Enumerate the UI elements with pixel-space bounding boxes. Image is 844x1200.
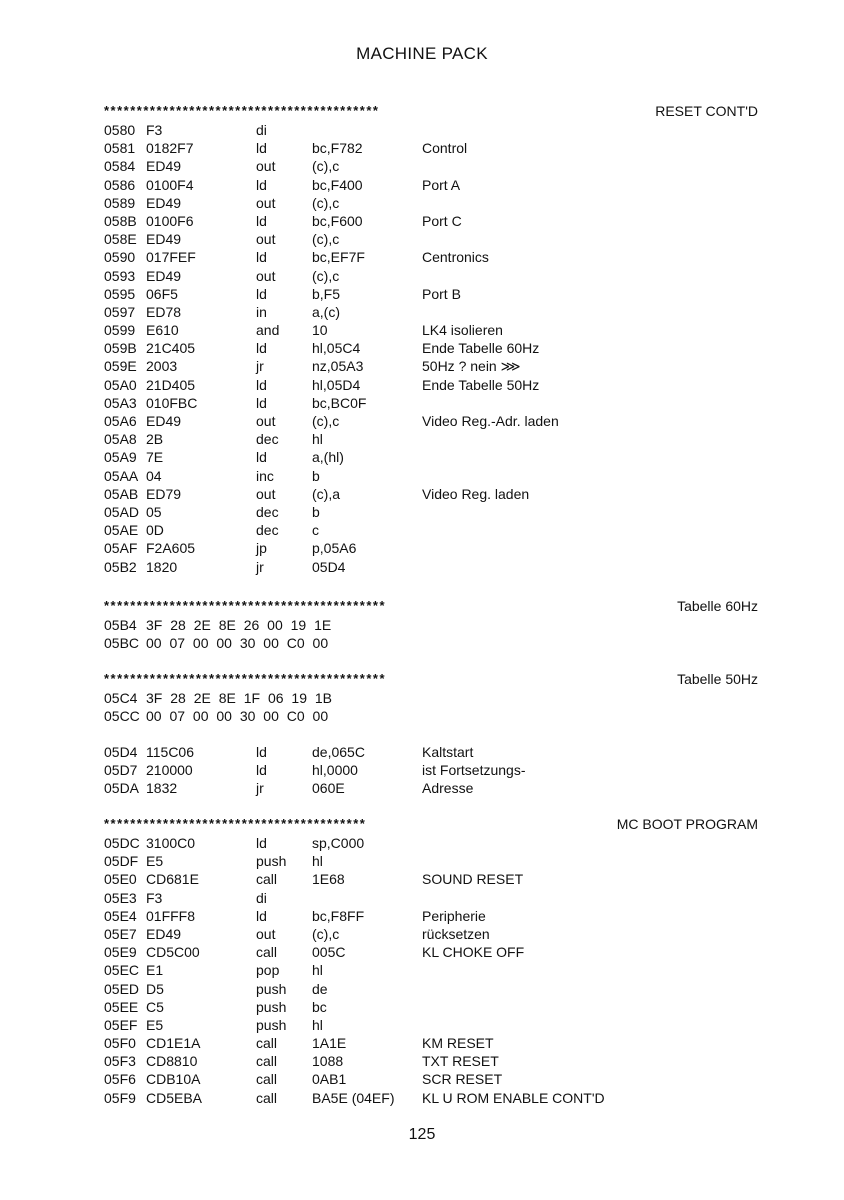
mnemonic: push xyxy=(256,853,287,870)
mnemonic: jr xyxy=(256,358,264,375)
mnemonic: out xyxy=(256,485,276,502)
operand: 05D4 xyxy=(312,558,346,575)
operand: 0AB1 xyxy=(312,1071,347,1088)
opcode-bytes: 010FBC xyxy=(146,394,198,411)
comment: Video Reg. laden xyxy=(422,485,530,502)
operand: de,065C xyxy=(312,744,365,760)
opcode-bytes: 01FFF8 xyxy=(146,907,196,924)
byte-values: 3F 28 2E 8E 1F 06 19 1B xyxy=(146,690,332,706)
operand: hl xyxy=(312,962,323,979)
opcode-bytes: 1820 xyxy=(146,558,178,575)
listing-row xyxy=(104,430,764,448)
listing-row xyxy=(104,357,764,375)
listing-row xyxy=(104,376,764,394)
address: 058B xyxy=(104,212,137,229)
opcode-bytes: ED49 xyxy=(146,194,182,211)
comment: Video Reg.-Adr. laden xyxy=(422,413,559,429)
operand: bc,F600 xyxy=(312,212,363,229)
mnemonic: call xyxy=(256,871,278,888)
mnemonic: push xyxy=(256,1016,287,1033)
operand: (c),c xyxy=(312,158,340,175)
operand: p,05A6 xyxy=(312,540,357,557)
mnemonic: ld xyxy=(256,249,267,266)
mnemonic: call xyxy=(256,1071,278,1088)
star-divider: ******************************************* xyxy=(104,598,387,613)
listing-row xyxy=(104,852,764,870)
address: 05DA xyxy=(104,780,140,797)
mnemonic: push xyxy=(256,980,287,997)
mnemonic: ld xyxy=(256,140,267,157)
section-kaltstart xyxy=(104,743,764,798)
opcode-bytes: 115C06 xyxy=(146,744,195,760)
comment: KL CHOKE OFF xyxy=(422,944,525,961)
mnemonic: call xyxy=(256,944,278,961)
address: 0581 xyxy=(104,140,136,157)
opcode-bytes: 7E xyxy=(146,449,164,466)
address: 05D7 xyxy=(104,762,138,779)
operand: b,F5 xyxy=(312,285,341,302)
mnemonic: call xyxy=(256,1035,278,1052)
operand: bc,F782 xyxy=(312,140,363,157)
mnemonic: call xyxy=(256,1053,278,1070)
comment: KL U ROM ENABLE CONT'D xyxy=(422,1089,605,1106)
address: 05ED xyxy=(104,980,140,997)
listing-row xyxy=(104,943,764,961)
operand: (c),c xyxy=(312,267,340,284)
opcode-bytes: 1832 xyxy=(146,780,178,797)
operand: bc xyxy=(312,998,327,1015)
operand: 10 xyxy=(312,322,328,339)
listing-row xyxy=(104,761,764,779)
address: 0597 xyxy=(104,303,136,320)
address: 05AE xyxy=(104,522,139,539)
listing-row xyxy=(104,1070,764,1088)
byte-values: 3F 28 2E 8E 26 00 19 1E xyxy=(146,617,332,633)
section-title: RESET CONT'D xyxy=(651,103,758,119)
address: 05A0 xyxy=(104,376,137,393)
listing-row xyxy=(104,743,764,761)
section-reset xyxy=(104,103,764,576)
address: 05F3 xyxy=(104,1053,136,1070)
address: 0599 xyxy=(104,322,136,339)
comment: Kaltstart xyxy=(422,744,474,760)
opcode-bytes: F3 xyxy=(146,889,163,906)
listing-row xyxy=(104,539,764,557)
operand: hl xyxy=(312,853,323,870)
listing-row xyxy=(104,870,764,888)
opcode-bytes: ED49 xyxy=(146,925,182,942)
section-header xyxy=(104,598,764,616)
opcode-bytes: F3 xyxy=(146,122,163,138)
opcode-bytes: CDB10A xyxy=(146,1071,201,1088)
mnemonic: out xyxy=(256,267,276,284)
address: 05CC xyxy=(104,708,140,725)
address: 05F0 xyxy=(104,1035,136,1052)
operand: (c),a xyxy=(312,485,340,502)
comment: KM RESET xyxy=(422,1035,494,1052)
opcode-bytes: 0182F7 xyxy=(146,140,194,157)
listing-row xyxy=(104,230,764,248)
listing-row xyxy=(104,139,764,157)
listing-row xyxy=(104,1034,764,1052)
listing-row xyxy=(104,467,764,485)
opcode-bytes: ED49 xyxy=(146,231,182,248)
listing-row xyxy=(104,521,764,539)
comment: Control xyxy=(422,140,468,157)
listing xyxy=(104,743,764,798)
address: 0584 xyxy=(104,158,136,175)
listing-row xyxy=(104,1016,764,1034)
operand: b xyxy=(312,467,320,484)
address: 05DF xyxy=(104,853,139,870)
listing xyxy=(104,834,764,1107)
operand: sp,C000 xyxy=(312,835,365,851)
address: 0595 xyxy=(104,285,136,302)
operand: 1A1E xyxy=(312,1035,347,1052)
mnemonic: ld xyxy=(256,176,267,193)
mnemonic: out xyxy=(256,413,276,429)
section-header xyxy=(104,816,764,834)
operand: b xyxy=(312,503,320,520)
address: 05AB xyxy=(104,485,139,502)
mnemonic: pop xyxy=(256,962,280,979)
opcode-bytes: E5 xyxy=(146,1016,164,1033)
listing-row xyxy=(104,339,764,357)
comment: TXT RESET xyxy=(422,1053,499,1070)
operand: a,(hl) xyxy=(312,449,344,466)
opcode-bytes: 3100C0 xyxy=(146,835,196,851)
operand: 005C xyxy=(312,944,346,961)
section-title: Tabelle 60Hz xyxy=(673,598,758,614)
address: 0589 xyxy=(104,194,136,211)
listing-row xyxy=(104,925,764,943)
opcode-bytes: 0100F4 xyxy=(146,176,194,193)
address: 0580 xyxy=(104,122,136,138)
operand: nz,05A3 xyxy=(312,358,364,375)
mnemonic: in xyxy=(256,303,267,320)
listing-row xyxy=(104,157,764,175)
operand: bc,BC0F xyxy=(312,394,367,411)
mnemonic: ld xyxy=(256,744,267,760)
mnemonic: out xyxy=(256,158,276,175)
listing-row xyxy=(104,779,764,797)
listing-row xyxy=(104,121,764,139)
mnemonic: ld xyxy=(256,762,267,779)
operand: 1088 xyxy=(312,1053,344,1070)
listing-row xyxy=(104,412,764,430)
opcode-bytes: 06F5 xyxy=(146,285,178,302)
comment: Port B xyxy=(422,285,461,302)
address: 05E4 xyxy=(104,907,137,924)
address: 0593 xyxy=(104,267,136,284)
address: 05DC xyxy=(104,835,140,851)
listing-row xyxy=(104,285,764,303)
address: 0590 xyxy=(104,249,136,266)
byte-line xyxy=(104,634,764,652)
mnemonic: out xyxy=(256,194,276,211)
opcode-bytes: 21D405 xyxy=(146,376,196,393)
address: 05E3 xyxy=(104,889,137,906)
address: 05EF xyxy=(104,1016,138,1033)
operand: a,(c) xyxy=(312,303,340,320)
mnemonic: call xyxy=(256,1089,278,1106)
address: 05A9 xyxy=(104,449,137,466)
listing-row xyxy=(104,1089,764,1107)
listing-row xyxy=(104,961,764,979)
opcode-bytes: F2A605 xyxy=(146,540,196,557)
comment: Ende Tabelle 60Hz xyxy=(422,340,540,357)
section-header xyxy=(104,671,764,689)
comment: Ende Tabelle 50Hz xyxy=(422,376,540,393)
mnemonic: inc xyxy=(256,467,274,484)
operand: bc,EF7F xyxy=(312,249,365,266)
mnemonic: and xyxy=(256,322,280,339)
opcode-bytes: ED49 xyxy=(146,413,182,429)
address: 05F6 xyxy=(104,1071,136,1088)
section-title: MC BOOT PROGRAM xyxy=(613,816,758,832)
mnemonic: di xyxy=(256,889,267,906)
star-divider: ******************************************* xyxy=(104,671,387,686)
listing-row xyxy=(104,834,764,852)
star-divider: **************************************** xyxy=(104,816,367,831)
opcode-bytes: C5 xyxy=(146,998,164,1015)
address: 0586 xyxy=(104,176,136,193)
listing-row xyxy=(104,194,764,212)
operand: bc,F8FF xyxy=(312,907,365,924)
address: 05C4 xyxy=(104,690,138,706)
mnemonic: ld xyxy=(256,212,267,229)
comment: rücksetzen xyxy=(422,925,490,942)
byte-line xyxy=(104,689,764,707)
comment: 50Hz ? nein ⋙ xyxy=(422,358,521,375)
opcode-bytes: ED78 xyxy=(146,303,182,320)
section-table-50hz xyxy=(104,671,764,725)
address: 05A8 xyxy=(104,431,137,448)
opcode-bytes: CD5C00 xyxy=(146,944,200,961)
opcode-bytes: CD1E1A xyxy=(146,1035,201,1052)
opcode-bytes: ED49 xyxy=(146,267,182,284)
mnemonic: ld xyxy=(256,340,267,357)
opcode-bytes: 2B xyxy=(146,431,164,448)
listing-row xyxy=(104,248,764,266)
comment: Port C xyxy=(422,212,462,229)
operand: hl,05C4 xyxy=(312,340,361,357)
section-header xyxy=(104,103,764,121)
address: 05E0 xyxy=(104,871,137,888)
opcode-bytes: CD8810 xyxy=(146,1053,198,1070)
operand: de xyxy=(312,980,328,997)
mnemonic: ld xyxy=(256,449,267,466)
opcode-bytes: CD5EBA xyxy=(146,1089,203,1106)
opcode-bytes: ED79 xyxy=(146,485,182,502)
listing-row xyxy=(104,998,764,1016)
operand: (c),c xyxy=(312,231,340,248)
opcode-bytes: 2003 xyxy=(146,358,178,375)
listing-row xyxy=(104,176,764,194)
operand: bc,F400 xyxy=(312,176,363,193)
address: 059E xyxy=(104,358,137,375)
mnemonic: ld xyxy=(256,376,267,393)
operand: hl xyxy=(312,1016,323,1033)
operand: hl,05D4 xyxy=(312,376,361,393)
comment: SCR RESET xyxy=(422,1071,503,1088)
mnemonic: jr xyxy=(256,780,264,797)
mnemonic: push xyxy=(256,998,287,1015)
opcode-bytes: 04 xyxy=(146,467,162,484)
address: 05AD xyxy=(104,503,140,520)
opcode-bytes: 017FEF xyxy=(146,249,196,266)
address: 05EE xyxy=(104,998,139,1015)
listing-row xyxy=(104,321,764,339)
mnemonic: dec xyxy=(256,431,279,448)
address: 05D4 xyxy=(104,744,138,760)
operand: c xyxy=(312,522,319,539)
listing-row xyxy=(104,503,764,521)
mnemonic: ld xyxy=(256,394,267,411)
opcode-bytes: CD681E xyxy=(146,871,199,888)
listing-row xyxy=(104,267,764,285)
byte-values: 00 07 00 00 30 00 C0 00 xyxy=(146,708,329,725)
mnemonic: ld xyxy=(256,285,267,302)
operand: (c),c xyxy=(312,925,340,942)
byte-line xyxy=(104,616,764,634)
listing xyxy=(104,121,764,576)
address: 059B xyxy=(104,340,137,357)
opcode-bytes: E5 xyxy=(146,853,164,870)
operand: (c),c xyxy=(312,194,340,211)
mnemonic: ld xyxy=(256,907,267,924)
star-divider: ****************************************** xyxy=(104,103,380,118)
operand: hl xyxy=(312,431,323,448)
opcode-bytes: D5 xyxy=(146,980,164,997)
comment: Adresse xyxy=(422,780,474,797)
listing-row xyxy=(104,394,764,412)
section-table-60hz xyxy=(104,598,764,652)
listing-row xyxy=(104,980,764,998)
address: 05B2 xyxy=(104,558,137,575)
listing-row xyxy=(104,1052,764,1070)
opcode-bytes: E1 xyxy=(146,962,164,979)
operand: BA5E (04EF) xyxy=(312,1089,395,1106)
comment: ist Fortsetzungs- xyxy=(422,762,526,779)
listing-row xyxy=(104,889,764,907)
section-title: Tabelle 50Hz xyxy=(673,671,758,687)
mnemonic: out xyxy=(256,231,276,248)
listing-row xyxy=(104,485,764,503)
opcode-bytes: E610 xyxy=(146,322,179,339)
comment: SOUND RESET xyxy=(422,871,524,888)
opcode-bytes: 0100F6 xyxy=(146,212,194,229)
opcode-bytes: 21C405 xyxy=(146,340,196,357)
listing-row xyxy=(104,212,764,230)
listing-row xyxy=(104,448,764,466)
address: 05EC xyxy=(104,962,140,979)
address: 05B4 xyxy=(104,617,137,633)
listing-row xyxy=(104,558,764,576)
mnemonic: out xyxy=(256,925,276,942)
comment: Peripherie xyxy=(422,907,486,924)
address: 05A6 xyxy=(104,413,137,429)
mnemonic: dec xyxy=(256,503,279,520)
mnemonic: ld xyxy=(256,835,267,851)
address: 05E9 xyxy=(104,944,137,961)
address: 05E7 xyxy=(104,925,137,942)
opcode-bytes: 210000 xyxy=(146,762,193,779)
comment: Port A xyxy=(422,176,461,193)
operand: hl,0000 xyxy=(312,762,358,779)
listing-row xyxy=(104,907,764,925)
section-mc-boot-program xyxy=(104,816,764,1107)
operand: (c),c xyxy=(312,413,340,429)
address: 05AA xyxy=(104,467,139,484)
listing-row xyxy=(104,303,764,321)
address: 05F9 xyxy=(104,1089,136,1106)
byte-values: 00 07 00 00 30 00 C0 00 xyxy=(146,635,329,652)
comment: Centronics xyxy=(422,249,489,266)
opcode-bytes: ED49 xyxy=(146,158,182,175)
page-number: 125 xyxy=(408,1126,436,1143)
page-title: MACHINE PACK xyxy=(356,44,488,63)
address: 05BC xyxy=(104,635,140,652)
comment: LK4 isolieren xyxy=(422,322,503,339)
mnemonic: dec xyxy=(256,522,279,539)
address: 058E xyxy=(104,231,137,248)
address: 05AF xyxy=(104,540,138,557)
opcode-bytes: 0D xyxy=(146,522,164,539)
mnemonic: jp xyxy=(256,540,267,557)
operand: 1E68 xyxy=(312,871,345,888)
byte-line xyxy=(104,707,764,725)
mnemonic: di xyxy=(256,122,267,138)
address: 05A3 xyxy=(104,394,137,411)
mnemonic: jr xyxy=(256,558,264,575)
operand: 060E xyxy=(312,780,345,797)
opcode-bytes: 05 xyxy=(146,503,162,520)
